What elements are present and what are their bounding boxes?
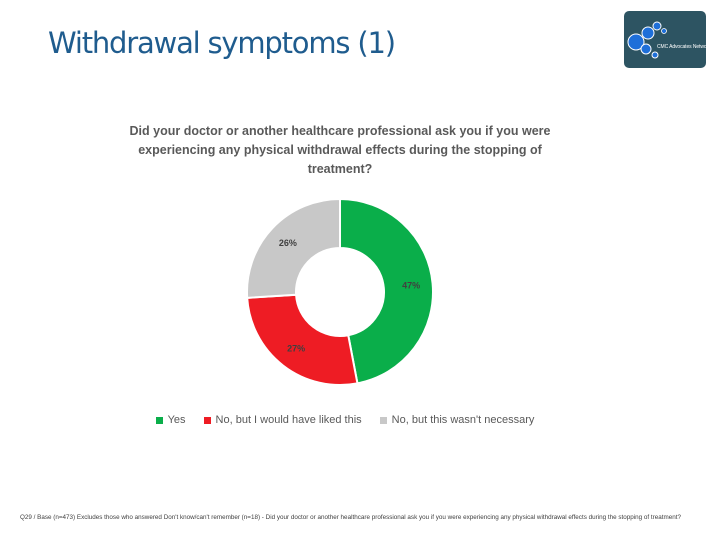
legend-label-not-necessary: No, but this wasn't necessary — [391, 414, 535, 426]
chart-title: Did your doctor or another healthcare professional ask you if you were experiencing any physical withdrawal effects during the stopping of treatment? — [129, 124, 551, 176]
data-label-not-necessary: 26% — [278, 238, 297, 249]
legend-swatch-not-necessary — [380, 417, 387, 424]
chart-legend — [130, 414, 560, 426]
donut-slice-not-necessary — [247, 199, 340, 298]
data-label-yes: 47% — [402, 280, 421, 291]
data-label-would-have-liked: 27% — [287, 343, 306, 354]
legend-item-would-have-liked — [204, 414, 362, 426]
legend-label-would-have-liked: No, but I would have liked this — [215, 414, 362, 426]
legend-label-yes: Yes — [167, 414, 186, 426]
logo-text: CMC Advocates Network — [657, 44, 711, 50]
footnote: Q29 / Base (n=473) Excludes those who answered Don't know/can't remember (n=18) - Did your doctor or another healthcare professional ask you if you were experiencing any physical withdrawal effects during the stopping of treatment? — [20, 514, 682, 521]
legend-item-yes — [156, 414, 186, 426]
donut-slice-would-have-liked — [247, 295, 357, 385]
donut-slice-yes — [340, 199, 433, 383]
legend-swatch-yes — [156, 417, 163, 424]
legend-item-not-necessary — [380, 414, 535, 426]
legend-swatch-would-have-liked — [204, 417, 211, 424]
slide-title: Withdrawal symptoms (1) — [48, 26, 395, 60]
